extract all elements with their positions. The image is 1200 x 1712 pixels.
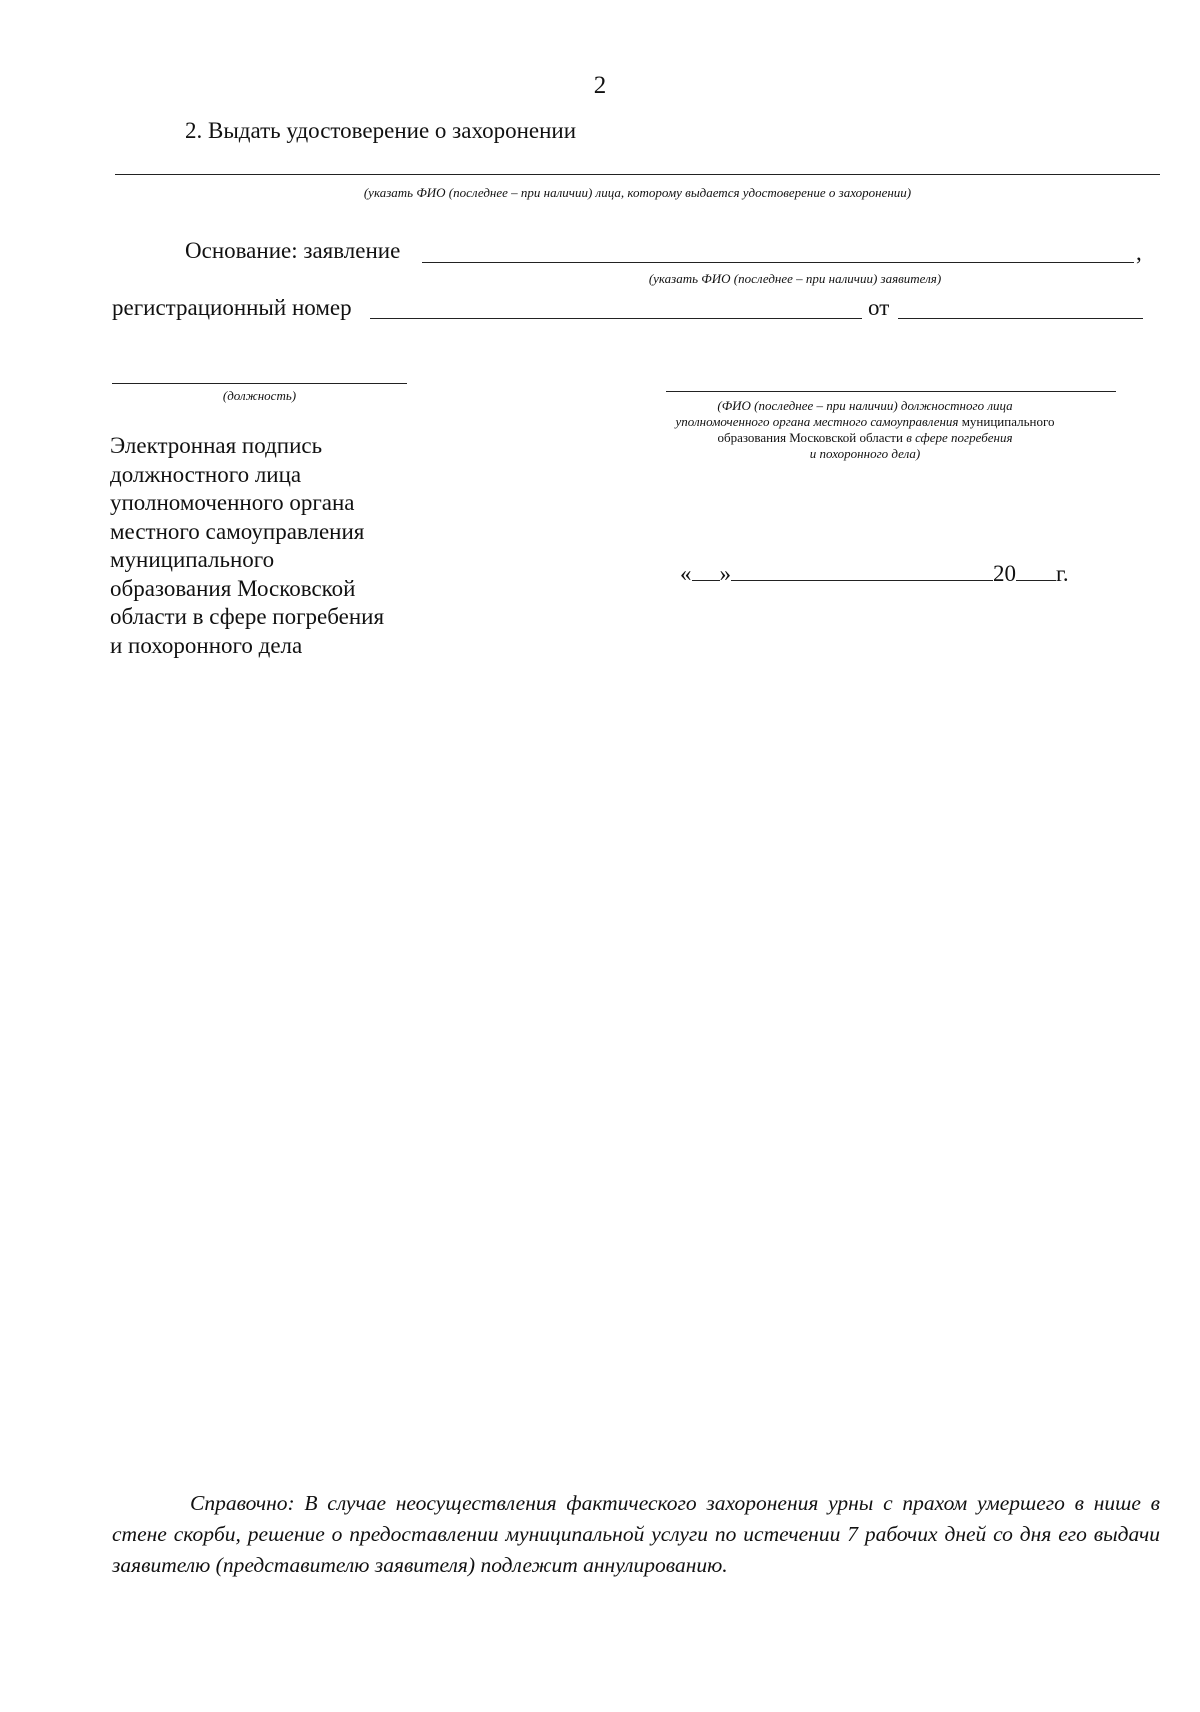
esign-line: муниципального xyxy=(110,547,275,572)
esign-line: области в сфере погребения xyxy=(110,604,385,629)
date-year-prefix: 20 xyxy=(993,561,1016,586)
official-hint-line-2b: муниципального xyxy=(958,414,1055,429)
recipient-field-line[interactable] xyxy=(115,174,1160,175)
basis-label: Основание: заявление xyxy=(185,238,401,263)
date-open-quote: « xyxy=(680,561,692,586)
date-month-field[interactable] xyxy=(731,560,993,581)
applicant-field-line[interactable] xyxy=(422,262,1134,263)
esign-line: местного самоуправления xyxy=(110,518,365,544)
reg-date-field-line[interactable] xyxy=(898,318,1143,319)
official-hint-line-3a: образования Московской области xyxy=(717,430,907,445)
esign-line: образования Московской xyxy=(110,575,356,601)
official-hint-line-1: (ФИО (последнее – при наличии) должностного лица xyxy=(717,398,1013,413)
official-name-field-line[interactable] xyxy=(666,391,1116,392)
reg-number-field-line[interactable] xyxy=(370,318,862,319)
esign-line: должностного лица xyxy=(110,461,302,487)
esign-line: Электронная подпись xyxy=(110,433,323,458)
official-hint-line-3b: в сфере погребения xyxy=(906,430,1013,445)
signature-date-line xyxy=(680,560,1069,587)
reg-number-label: регистрационный номер xyxy=(112,295,352,320)
page-number: 2 xyxy=(593,72,607,99)
reference-note xyxy=(112,1488,1160,1581)
applicant-hint: (указать ФИО (последнее – при наличии) заявителя) xyxy=(648,271,942,286)
reg-date-label: от xyxy=(868,295,890,320)
official-name-hint xyxy=(620,398,1110,462)
date-year-suffix: г. xyxy=(1056,561,1069,586)
date-close-quote: » xyxy=(719,561,731,586)
item-title: 2. Выдать удостоверение о захоронении xyxy=(185,118,577,143)
official-hint-line-4: и похоронного дела) xyxy=(809,446,921,461)
esign-line: уполномоченного органа xyxy=(110,490,355,515)
basis-comma: , xyxy=(1136,240,1142,265)
position-field-line[interactable] xyxy=(112,383,407,384)
date-year-field[interactable] xyxy=(1016,560,1056,581)
date-day-field[interactable] xyxy=(692,560,720,581)
official-hint-line-2a: уполномоченного органа местного самоуправления xyxy=(675,414,959,429)
reference-note-text: Справочно: В случае неосуществления фактического захоронения урны с прахом умершего в нише в стене скорби, решение о предоставлении муниципальной услуги по истечении 7 рабочих дней со дня его выдачи заявителю (представителю заявителя) подлежит аннулированию. xyxy=(112,1491,1160,1577)
position-hint: (должность) xyxy=(222,388,297,403)
recipient-hint: (указать ФИО (последнее – при наличии) лица, которому выдается удостоверение о захоронении) xyxy=(363,185,912,200)
esign-line: и похоронного дела xyxy=(110,632,303,658)
electronic-signature-block xyxy=(110,432,430,660)
